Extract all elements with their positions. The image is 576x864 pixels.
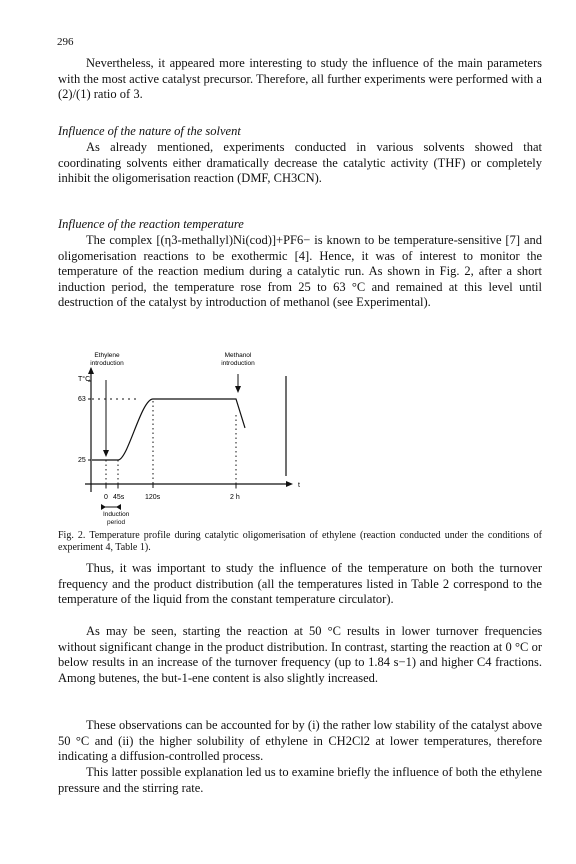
x-tick-label-120s: 120s [145,494,161,501]
x-axis-arrow [286,481,293,487]
ethylene-arrow-head [103,450,109,457]
y-axis-label: T°C [78,376,91,383]
figure-2-caption: Fig. 2. Temperature profile during catalytic oligomerisation of ethylene (reaction conducted under the conditions of experiment 4, Table 1). [58,530,542,554]
y-axis-arrow [88,367,94,374]
x-tick-label-2h: 2 h [230,494,240,501]
induction-bracket-right [116,504,121,510]
x-tick-label-45s: 45s [113,494,125,501]
annotation-methanol-line2: introduction [221,360,255,367]
y-tick-label-25: 25 [78,457,86,464]
y-tick-label-63: 63 [78,396,86,403]
methanol-arrow-head [235,386,241,393]
temperature-series-line [92,399,245,460]
x-tick-label-0: 0 [104,494,108,501]
paragraph-3: The complex [(η3-methallyl)Ni(cod)]+PF6− is known to be temperature-sensitive [7] and oligomerisation reactions to be exothermic [4]. Hence, it was of interest to monitor the temperature of the reaction medium during a catalytic run. As shown in Fig. 2, after a short induction period, the temperature rose from 25 to 63 °C and remained at this level until destruction of the catalyst by introduction of methanol (see Experimental). [58,233,542,310]
heading-temperature: Influence of the reaction temperature [58,217,244,231]
paragraph-1: Nevertheless, it appeared more interesting to study the influence of the main parameters with the most active catalyst precursor. Therefore, all further experiments were performed with a (2)/(1) ratio of 3. [58,56,542,102]
annotation-ethylene-line2: introduction [90,360,124,367]
paragraph-2: As already mentioned, experiments conducted in various solvents showed that coordinating solvents either dramatically decrease the catalytic activity (THF) or completely inhibit the oligomerisation reaction (DMF, CH3CN). [58,140,542,186]
figure-2-temperature-profile [0,340,576,520]
heading-solvent: Influence of the nature of the solvent [58,124,241,138]
annotation-ethylene-line1: Ethylene [94,352,120,359]
paragraph-7: This latter possible explanation led us to examine briefly the influence of both the ethylene pressure and the stirring rate. [58,765,542,795]
annotation-methanol-line1: Methanol [224,352,252,359]
page-number: 296 [57,36,74,48]
induction-label-line2: period [107,519,126,526]
paragraph-5: As may be seen, starting the reaction at 50 °C results in lower turnover frequencies without significant change in the product distribution. In contrast, starting the reaction at 0 °C or below results in an increase of the turnover frequency (up to 1.84 s−1) and higher C4 fractions. Among butenes, the but-1-ene content is also slightly increased. [58,624,542,685]
paragraph-4: Thus, it was important to study the influence of the temperature on both the turnover frequency and the product distribution (all the temperatures listed in Table 2 correspond to the temperature of the liquid from the constant temperature circulator). [58,561,542,607]
paragraph-6: These observations can be accounted for by (i) the rather low stability of the catalyst above 50 °C and (ii) the higher solubility of ethylene in CH2Cl2 at lower temperatures, therefore indicating a diffusion-controlled process. [58,718,542,764]
x-axis-label: t [298,482,300,489]
induction-bracket-left [101,504,106,510]
induction-label-line1: Induction [103,511,130,518]
